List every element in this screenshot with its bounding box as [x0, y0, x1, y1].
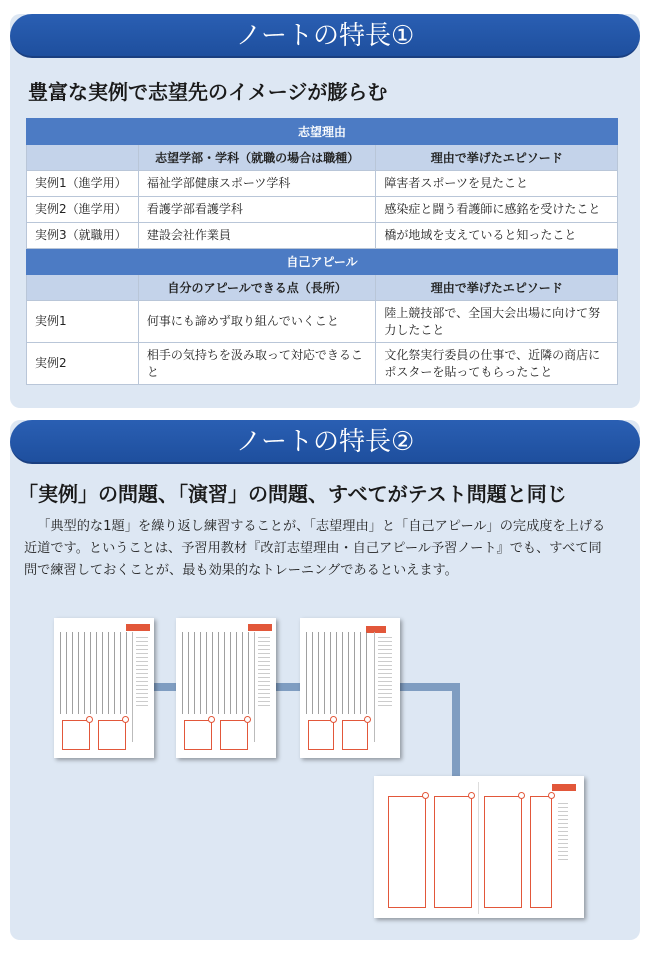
table-row	[27, 223, 618, 249]
table-header-cell: 自分のアピールできる点（長所）	[138, 275, 376, 301]
feature-banner-2: ノートの特長②	[10, 420, 640, 464]
table-header-cell: 志望学部・学科（就職の場合は職種）	[138, 145, 376, 171]
feature-paragraph	[24, 516, 614, 582]
workbook-page-thumbnail	[300, 618, 400, 758]
table-header-cell: 理由で挙げたエピソード	[376, 275, 618, 301]
table-cell: 橋が地域を支えていると知ったこと	[376, 223, 618, 249]
exercise-spread-thumbnail	[374, 776, 584, 918]
table-row	[27, 301, 618, 343]
table-header-cell	[27, 145, 139, 171]
table-category-appeal: 自己アピール	[27, 249, 618, 275]
table-cell: 福祉学部健康スポーツ学科	[138, 171, 376, 197]
table-cell: 看護学部看護学科	[138, 197, 376, 223]
table-header-cell	[27, 275, 139, 301]
feature-heading-1: 豊富な実例で志望先のイメージが膨らむ	[28, 80, 388, 104]
paragraph-text: 「典型的な1題」を繰り返し練習することが、「志望理由」と「自己アピール」の完成度を上げる近道です。ということは、予習用教材『改訂志望理由・自己アピール予習ノート』でも、すべて同問で練習しておくことが、最も効果的なトレーニングであるといえます。	[24, 519, 606, 578]
workbook-page-thumbnail	[54, 618, 154, 758]
table-row	[27, 343, 618, 385]
table-cell: 建設会社作業員	[138, 223, 376, 249]
table-cell: 実例2	[27, 343, 139, 385]
workbook-page-thumbnail	[176, 618, 276, 758]
table-row	[27, 171, 618, 197]
table-cell: 文化祭実行委員の仕事で、近隣の商店にポスターを貼ってもらったこと	[376, 343, 618, 385]
table-cell: 障害者スポーツを見たこと	[376, 171, 618, 197]
table-category-reason: 志望理由	[27, 119, 618, 145]
table-cell: 実例1（進学用）	[27, 171, 139, 197]
connector-line	[452, 683, 460, 778]
table-cell: 実例1	[27, 301, 139, 343]
table-cell: 感染症と闘う看護師に感銘を受けたこと	[376, 197, 618, 223]
table-cell: 相手の気持ちを汲み取って対応できること	[138, 343, 376, 385]
table-row	[27, 197, 618, 223]
table-cell: 何事にも諦めず取り組んでいくこと	[138, 301, 376, 343]
table-header-cell: 理由で挙げたエピソード	[376, 145, 618, 171]
feature-panel-1	[10, 14, 640, 408]
table-cell: 陸上競技部で、全国大会出場に向けて努力したこと	[376, 301, 618, 343]
feature-banner-1: ノートの特長①	[10, 14, 640, 58]
feature-heading-2: 「実例」の問題、「演習」の問題、すべてがテスト問題と同じ	[18, 482, 567, 506]
table-cell: 実例2（進学用）	[27, 197, 139, 223]
examples-table	[26, 118, 618, 385]
table-cell: 実例3（就職用）	[27, 223, 139, 249]
